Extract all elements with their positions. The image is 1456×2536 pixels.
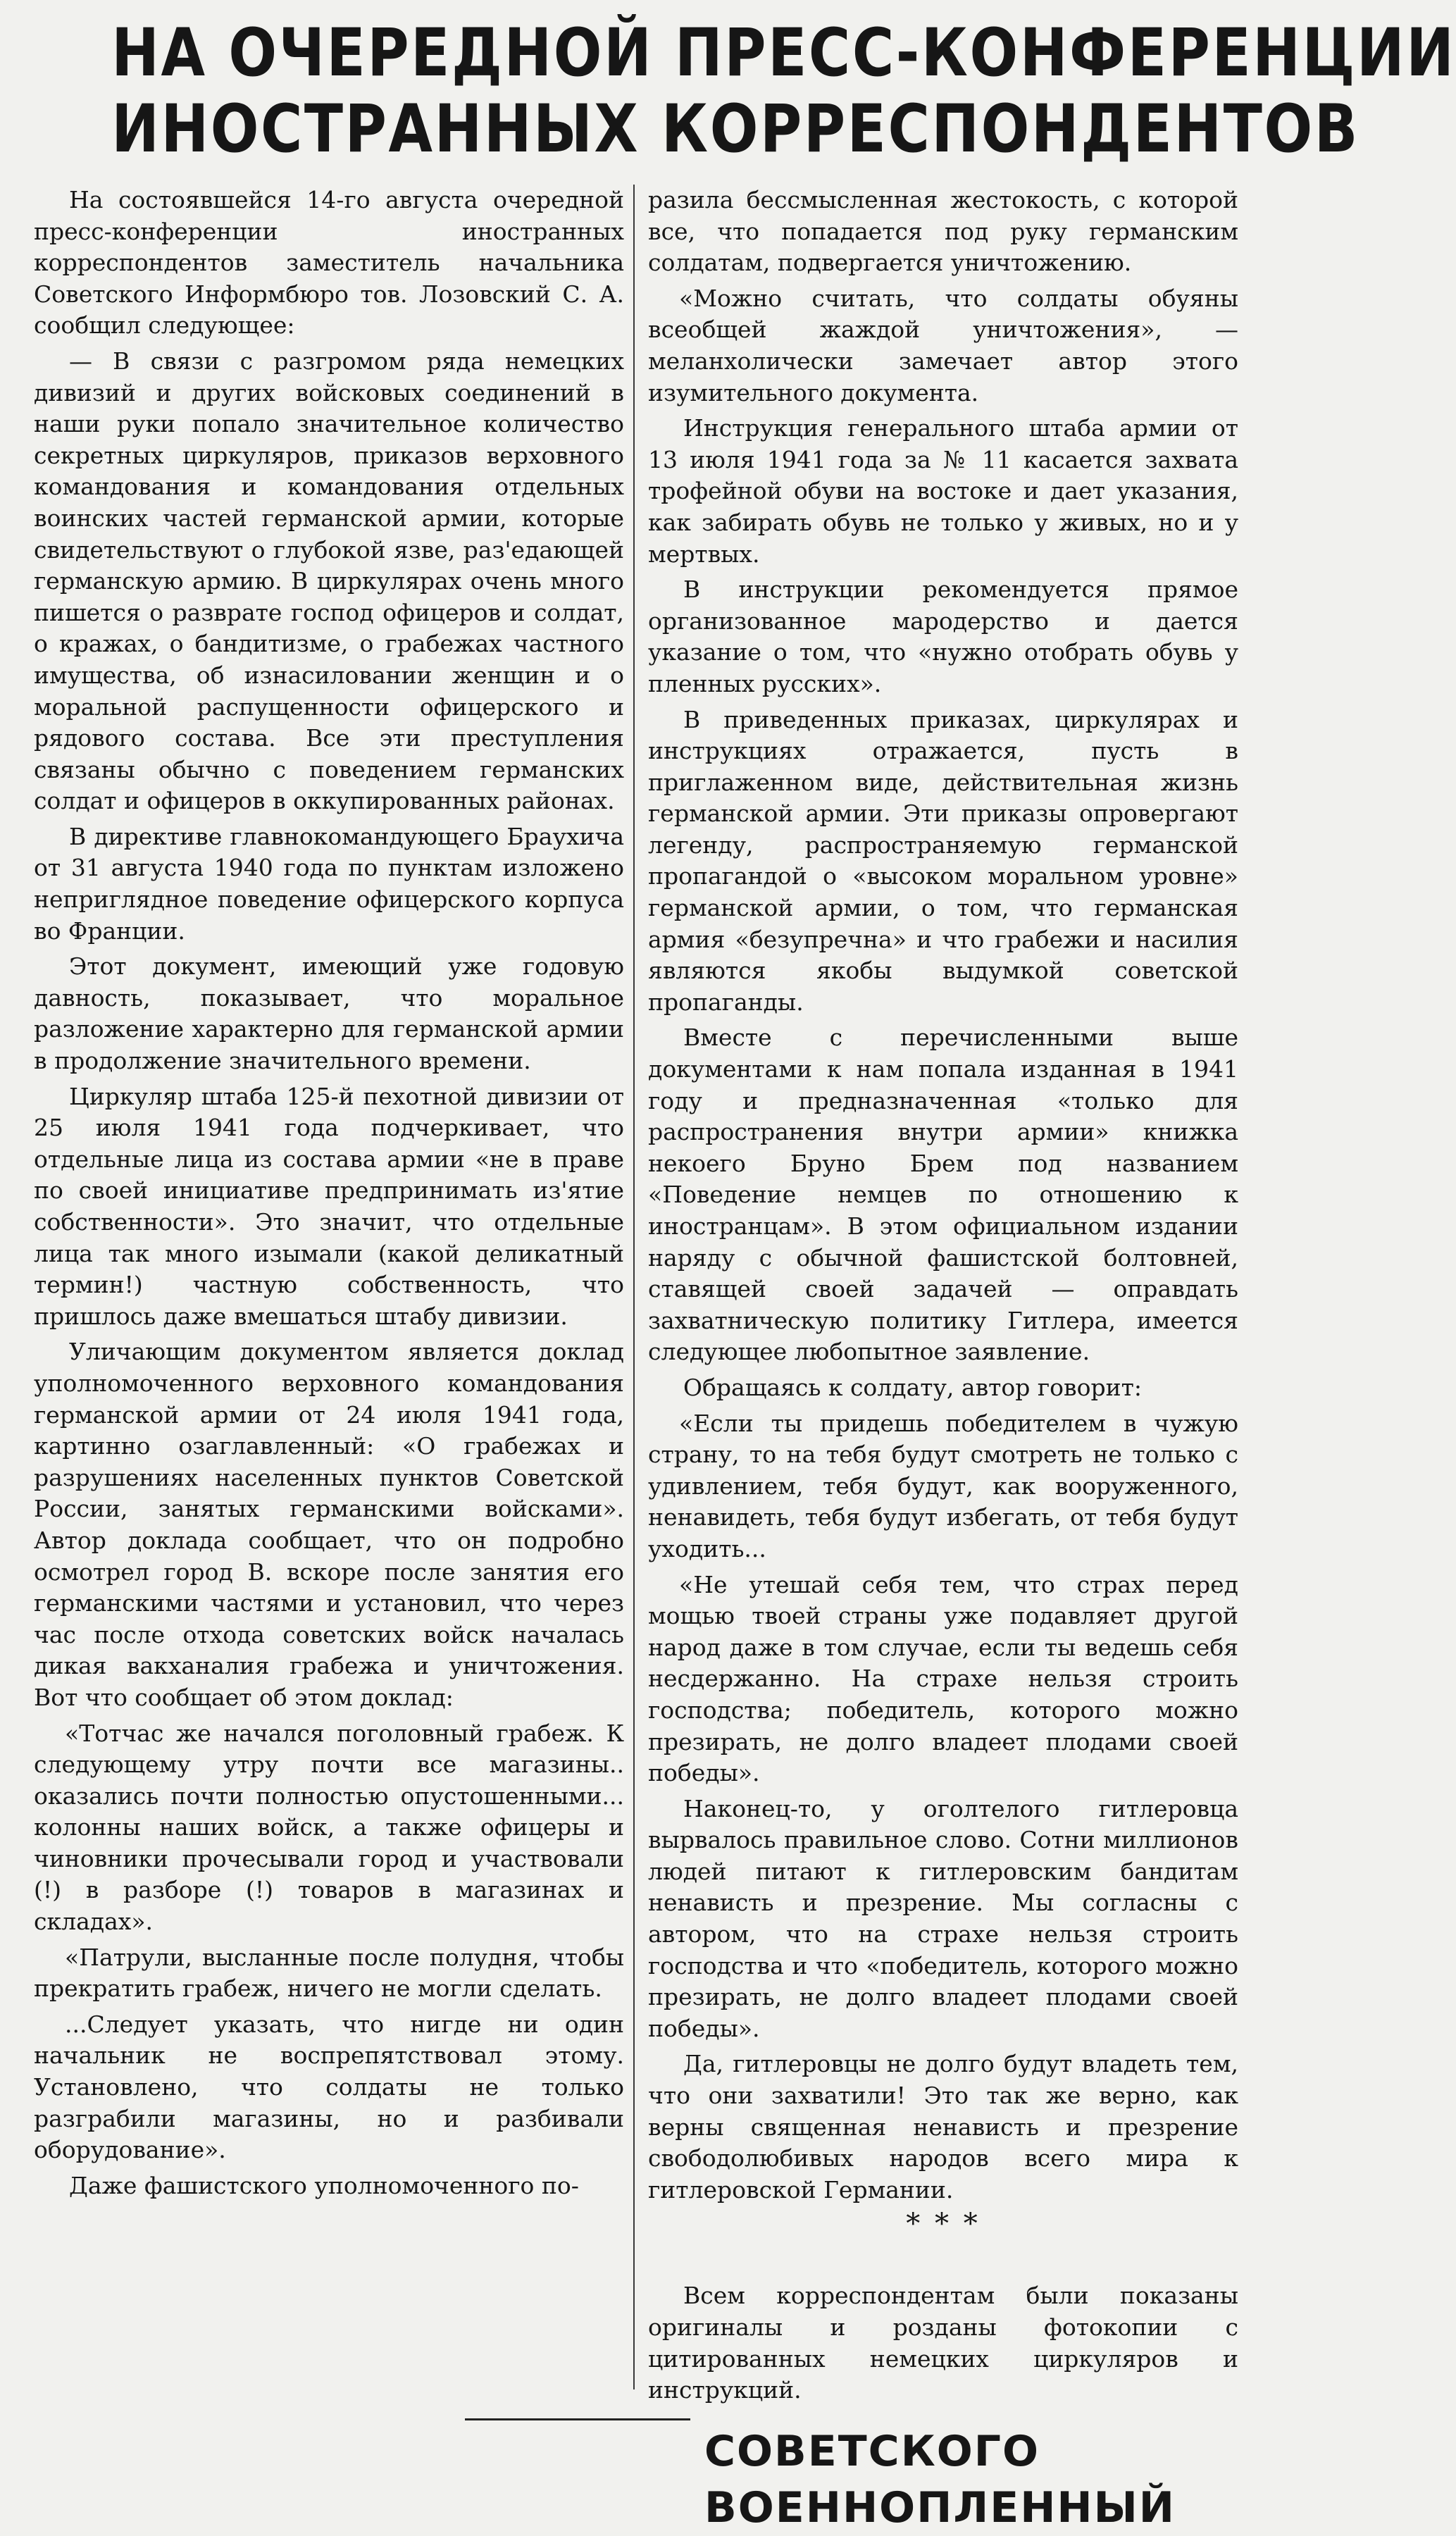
left-column-paragraph: «Патрули, высланные после полудня, чтобы прекратить грабеж, ничего не могли сделать. bbox=[34, 1943, 624, 2003]
column-divider bbox=[633, 185, 635, 2389]
right-column-paragraph: «Если ты придешь победителем в чужую страну, то на тебя будут смотреть не только с удивлением, тебя будут, как вооруженного, ненавидеть, тебя будут избегать, от тебя будут уходить... bbox=[648, 1409, 1238, 1562]
left-column-paragraph: «Тотчас же начался поголовный грабеж. К следующему утру почти все магазины.. оказались почти полностью опустошенными... колонны наших войск, а также офицеры и чиновники прочесывали город и участвовали (!) в разборе (!) товаров в магазинах и складах». bbox=[34, 1719, 624, 1936]
right-column-paragraph: В приведенных приказах, циркулярах и инструкциях отражается, пусть в приглаженном виде, действительная жизнь германской армии. Эти приказы опровергают легенду, распространяемую германской пропагандой о «высоком моральном уровне» германской армии, о том, что германская армия «безупречна» и что грабежи и насилия являются якобы выдумкой советской пропаганды. bbox=[648, 705, 1238, 1016]
left-column-paragraph: Циркуляр штаба 125-й пехотной дивизии от 25 июля 1941 года подчеркивает, что отдельные лица из состава армии «не в праве по своей инициативе предпринимать из'ятие собственности». Это значит, что отдельные лица так много изымали (какой деликатный термин!) частную собственность, что пришлось даже вмешаться штабу дивизии. bbox=[34, 1082, 624, 1330]
left-column-paragraph: — В связи с разгромом ряда немецких дивизий и других войсковых соединений в наши руки попало значительное количество секретных циркуляров, приказов верховного командования и командования отдельных воинских частей германской армии, которые свидетельствуют о глубокой язве, раз'едающей германскую армию. В циркулярах очень много пишется о разврате господ офицеров и солдат, о кражах, о бандитизме, о грабежах частного имущества, об изнасиловании женщин и о моральной распущенности офицерского и рядового состава. Все эти преступления связаны обычно с поведением германских солдат и офицеров в оккупированных районах. bbox=[34, 347, 624, 815]
right-column-paragraph: Инструкция генерального штаба армии от 13 июля 1941 года за № 11 касается захвата трофейной обуви на востоке и дает указания, как забирать обувь не только у живых, но и у мертвых. bbox=[648, 414, 1238, 568]
next-article-headline-fragment: СОВЕТСКОГО ВОЕННОПЛЕННЫЙ bbox=[704, 2427, 1176, 2532]
right-column-paragraph: «Не утешай себя тем, что страх перед мощью твоей страны уже подавляет другой народ даже в том случае, если ты ведешь себя несдержанно. На страхе нельзя строить господства; победитель, которого можно презирать, не долго владеет плодами своей победы». bbox=[648, 1570, 1238, 1787]
right-column-paragraph: Да, гитлеровцы не долго будут владеть тем, что они захватили! Это так же верно, как верны священная ненависть и презрение свободолюбивых народов всего мира к гитлеровской Германии. bbox=[648, 2050, 1238, 2204]
left-column-paragraph: На состоявшейся 14-го августа очередной пресс-конференции иностранных корреспондентов заместитель начальника Советского Информбюро тов. Лозовский С. А. сообщил следующее: bbox=[34, 186, 624, 340]
headline-line-1: НА ОЧЕРЕДНОЙ ПРЕСС-КОНФЕРЕНЦИИ bbox=[111, 15, 1456, 92]
right-column bbox=[648, 185, 1238, 2411]
right-column-paragraph: разила бессмысленная жестокость, с которой все, что попадается под руку германским солдатам, подвергается уничтожению. bbox=[648, 186, 1238, 277]
closing-paragraph: Всем корреспондентам были показаны оригиналы и розданы фотокопии с цитированных немецких циркуляров и инструкций. bbox=[648, 2282, 1238, 2404]
right-column-paragraph: Наконец-то, у оголтелого гитлеровца вырвалось правильное слово. Сотни миллионов людей питают к гитлеровским бандитам ненависть и презрение. Мы согласны с автором, что на страхе нельзя строить господства и что «победитель, которого можно презирать, не долго владеет плодами своей победы». bbox=[648, 1794, 1238, 2042]
left-column-paragraph: В директиве главнокомандующего Браухича от 31 августа 1940 года по пунктам изложено неприглядное поведение офицерского корпуса во Франции. bbox=[34, 822, 624, 945]
left-column-paragraph: Этот документ, имеющий уже годовую давность, показывает, что моральное разложение характерно для германской армии в продолжение значительного времени. bbox=[34, 952, 624, 1075]
headline-line-2: ИНОСТРАННЫХ КОРРЕСПОНДЕНТОВ bbox=[111, 91, 1359, 168]
section-separator: * * * bbox=[906, 2208, 981, 2241]
right-column-paragraph: Вместе с перечисленными выше документами к нам попала изданная в 1941 году и предназначенная «только для распространения внутри армии» книжка некоего Бруно Брем под названием «Поведение немцев по отношению к иностранцам». В этом официальном издании наряду с обычной фашистской болтовней, ставящей своей задачей — оправдать захватническую политику Гитлера, имеется следующее любопытное заявление. bbox=[648, 1024, 1238, 1366]
right-column-paragraph: Обращаясь к солдату, автор говорит: bbox=[683, 1373, 1142, 1401]
article-headline bbox=[111, 15, 1456, 168]
left-column-paragraph: Уличающим документом является доклад уполномоченного верховного командования германской армии от 24 июля 1941 года, картинно озаглавленный: «О грабежах и разрушениях населенных пунктов Советской России, занятых германскими войсками». Автор доклада сообщает, что он подробно осмотрел город В. вскоре после занятия его германскими частями и установил, что через час после отхода советских войск началась дикая вакханалия грабежа и уничтожения. Вот что сообщает об этом доклад: bbox=[34, 1338, 624, 1711]
right-column-paragraph: В инструкции рекомендуется прямое организованное мародерство и дается указание о том, что «нужно отобрать обувь у пленных русских». bbox=[648, 576, 1238, 697]
bottom-divider bbox=[465, 2418, 690, 2420]
right-column-body bbox=[648, 185, 1238, 2206]
left-column-paragraph: Даже фашистского уполномоченного по- bbox=[69, 2171, 579, 2199]
left-column bbox=[34, 185, 624, 2206]
left-column-paragraph: ...Следует указать, что нигде ни один начальник не воспрепятствовал этому. Установлено, что солдаты не только разграбили магазины, но и разбивали оборудование». bbox=[34, 2010, 624, 2164]
right-column-paragraph: «Можно считать, что солдаты обуяны всеобщей жаждой уничтожения», — меланхолически замечает автор этого изумительного документа. bbox=[648, 284, 1238, 406]
